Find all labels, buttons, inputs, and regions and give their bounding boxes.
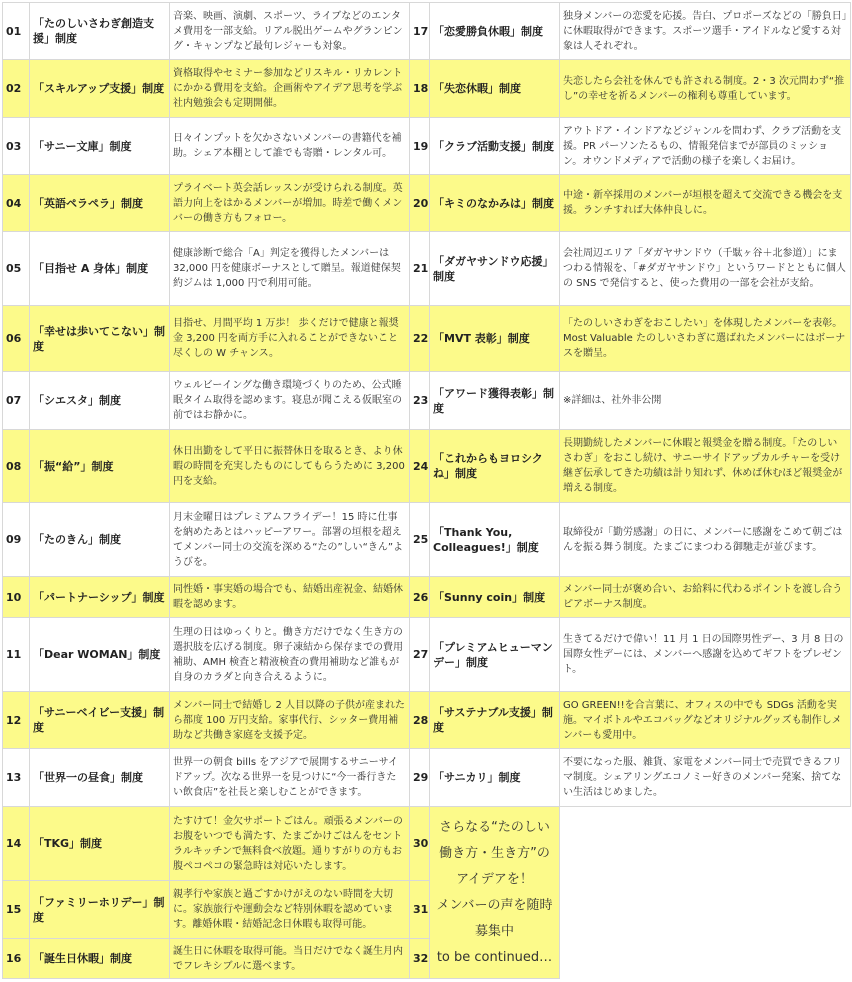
item-number: 27	[410, 618, 430, 692]
item-number: 29	[410, 749, 430, 807]
item-description: 世界一の朝食 bills をアジアで展開するサニーサイドアップ。次なる世界一を見つけに“今一番行きたい飲食店”を社長と楽しむことができます。	[170, 749, 410, 807]
item-description: 誕生日に休暇を取得可能。当日だけでなく誕生月内でフレキシブルに選べます。	[170, 939, 410, 979]
item-number: 03	[3, 118, 30, 175]
item-number: 23	[410, 372, 430, 430]
item-description: 「たのしいさわぎをおこしたい」を体現したメンバーを表彰。 Most Valuable たのしいさわぎに選ばれたメンバーにはボーナスを贈呈。	[560, 306, 851, 372]
item-description: ※詳細は、社外非公開	[560, 372, 851, 430]
continued-panel	[430, 807, 560, 979]
item-name: 「キミのなかみは」制度	[430, 175, 560, 232]
item-name: 「Dear WOMAN」制度	[30, 618, 170, 692]
item-description: 長期勤続したメンバーに休暇と報奨金を贈る制度。「たのしいさわぎ」をおこし続け、サニーサイドアップカルチャーを受け継ぎ伝承してきた功績は計り知れず、休めば休むほど報奨金が増える制度。	[560, 430, 851, 503]
item-description: 親孝行や家族と過ごすかけがえのない時間を大切に。家族旅行や運動会など特別休暇を認めています。離婚休暇・結婚記念日休暇も取得可能。	[170, 881, 410, 939]
item-description: 取締役が「勤労感謝」の日に、メンバーに感謝をこめて朝ごはんを振る舞う制度。たまごにまつわる御馳走が並びます。	[560, 503, 851, 577]
item-description: アウトドア・インドアなどジャンルを問わず、クラブ活動を支援。PR パーソンたるもの、情報発信までが部員のミッション。オウンドメディアで活動の様子を楽しくお届け。	[560, 118, 851, 175]
item-name: 「TKG」制度	[30, 807, 170, 881]
item-description: 不要になった服、雑貨、家電をメンバー同士で売買できるフリマ制度。シェアリングエコノミー好きのメンバー発案、捨てない生活はじめました。	[560, 749, 851, 807]
item-description: 中途・新卒採用のメンバーが垣根を超えて交流できる機会を支援。ランチすれば大体仲良しに。	[560, 175, 851, 232]
item-name: 「ダガヤサンドウ応援」制度	[430, 232, 560, 306]
table-row	[3, 577, 851, 618]
item-name: 「MVT 表彰」制度	[430, 306, 560, 372]
table-row	[3, 881, 851, 939]
item-description: たすけて！金欠サポートごはん。頑張るメンバーのお腹をいつでも満たす、たまごかけごはんをセントラルキッチンで無料食べ放題。通りすがりの方もお腹ペコペコの緊急時は対応いたします。	[170, 807, 410, 881]
item-name: 「失恋休暇」制度	[430, 60, 560, 118]
continued-line-2: メンバーの声を随時募集中	[436, 897, 553, 939]
item-number: 09	[3, 503, 30, 577]
item-name: 「サニーベイビー支援」制度	[30, 692, 170, 749]
item-description: プライベート英会話レッスンが受けられる制度。英語力向上をはかるメンバーが増加。時差で働くメンバーの働き方もフォロー。	[170, 175, 410, 232]
item-name: 「サニカリ」制度	[430, 749, 560, 807]
item-name: 「世界一の昼食」制度	[30, 749, 170, 807]
item-description: 目指せ、月間平均 1 万歩！ 歩くだけで健康と報奨金 3,200 円を両方手に入れることができないこと尽くしの W チャンス。	[170, 306, 410, 372]
item-description: 同性婚・事実婚の場合でも、結婚出産祝金、結婚休暇を認めます。	[170, 577, 410, 618]
item-number: 19	[410, 118, 430, 175]
table-row	[3, 939, 851, 979]
item-number: 31	[410, 881, 430, 939]
item-name: 「パートナーシップ」制度	[30, 577, 170, 618]
item-description: 生きてるだけで偉い！11 月 1 日の国際男性デー、3 月 8 日の国際女性デーには、メンバーへ感謝を込めてギフトをプレゼント。	[560, 618, 851, 692]
item-name: 「振“給”」制度	[30, 430, 170, 503]
item-name: 「サステナブル支援」制度	[430, 692, 560, 749]
item-number: 24	[410, 430, 430, 503]
table-row	[3, 807, 851, 881]
item-number: 25	[410, 503, 430, 577]
item-number: 08	[3, 430, 30, 503]
table-row	[3, 175, 851, 232]
item-number: 22	[410, 306, 430, 372]
item-description: 日々インプットを欠かさないメンバーの書籍代を補助。シェア本棚として誰でも寄贈・レンタル可。	[170, 118, 410, 175]
table-row	[3, 118, 851, 175]
continued-line-1: さらなる“たのしい働き方・生き方”のアイデアを！	[439, 819, 550, 887]
item-description: 生理の日はゆっくりと。働き方だけでなく生き方の選択肢を広げる制度。卵子凍結から保存までの費用補助、AMH 検査と精液検査の費用補助など誰もが自身のカラダと向き合えるように。	[170, 618, 410, 692]
item-name: 「これからもヨロシクね」制度	[430, 430, 560, 503]
item-name: 「ファミリーホリデー」制度	[30, 881, 170, 939]
item-number: 18	[410, 60, 430, 118]
item-number: 10	[3, 577, 30, 618]
item-name: 「幸せは歩いてこない」制度	[30, 306, 170, 372]
item-name: 「たのしいさわぎ創造支援」制度	[30, 3, 170, 60]
item-description: メンバー同士が褒め合い、お給料に代わるポイントを渡し合うピアボーナス制度。	[560, 577, 851, 618]
item-number: 05	[3, 232, 30, 306]
item-number: 13	[3, 749, 30, 807]
item-name: 「英語ペラペラ」制度	[30, 175, 170, 232]
item-description: GO GREEN!!を合言葉に、オフィスの中でも SDGs 活動を実施。マイボトルやエコバッグなどオリジナルグッズも制作しメンバーも愛用中。	[560, 692, 851, 749]
item-description: 音楽、映画、演劇、スポーツ、ライブなどのエンタメ費用を一部支給。リアル脱出ゲームやグランピング・キャンプなど最旬レジャーも対象。	[170, 3, 410, 60]
benefits-table	[2, 2, 851, 979]
item-number: 04	[3, 175, 30, 232]
item-description: 月末金曜日はプレミアムフライデー！15 時に仕事を納めたあとはハッピーアワー。部署の垣根を超えてメンバー同士の交流を深める“たの”しい“きん”ようびを。	[170, 503, 410, 577]
item-name: 「たのきん」制度	[30, 503, 170, 577]
item-description: ウェルビーイングな働き環境づくりのため、公式睡眠タイム取得を認めます。寝息が聞こえる仮眠室の前ではお静かに。	[170, 372, 410, 430]
table-row	[3, 3, 851, 60]
table-row	[3, 430, 851, 503]
item-number: 26	[410, 577, 430, 618]
item-name: 「恋愛勝負休暇」制度	[430, 3, 560, 60]
item-description: 独身メンバーの恋愛を応援。告白、プロポーズなどの「勝負日」に休暇取得ができます。スポーツ選手・アイドルなど愛する対象は人それぞれ。	[560, 3, 851, 60]
item-name: 「プレミアムヒューマンデー」制度	[430, 618, 560, 692]
table-row	[3, 306, 851, 372]
item-description: 失恋したら会社を休んでも許される制度。2・3 次元問わず“推し”の幸せを祈るメンバーの権利も尊重しています。	[560, 60, 851, 118]
table-row	[3, 749, 851, 807]
item-number: 06	[3, 306, 30, 372]
item-name: 「スキルアップ支援」制度	[30, 60, 170, 118]
item-name: 「シエスタ」制度	[30, 372, 170, 430]
item-number: 07	[3, 372, 30, 430]
item-description: 休日出勤をして平日に振替休日を取るとき、より休暇の時間を充実したものにしてもらうために 3,200 円を支給。	[170, 430, 410, 503]
table-row	[3, 372, 851, 430]
item-name: 「目指せ A 身体」制度	[30, 232, 170, 306]
item-number: 02	[3, 60, 30, 118]
item-number: 21	[410, 232, 430, 306]
item-name: 「Thank You, Colleagues!」制度	[430, 503, 560, 577]
item-number: 16	[3, 939, 30, 979]
item-description: 健康診断で総合「A」判定を獲得したメンバーは 32,000 円を健康ボーナスとして贈呈。報道健保契約ジムは 1,000 円で利用可能。	[170, 232, 410, 306]
item-description: 資格取得やセミナー参加などリスキル・リカレントにかかる費用を支給。企画術やアイデア思考を学ぶ社内勉強会も定期開催。	[170, 60, 410, 118]
table-row	[3, 503, 851, 577]
item-description: メンバー同士で結婚し 2 人目以降の子供が産まれたら都度 100 万円支給。家事代行、シッター費用補助など共働き家庭を支援予定。	[170, 692, 410, 749]
item-number: 32	[410, 939, 430, 979]
item-name: 「サニー文庫」制度	[30, 118, 170, 175]
item-number: 20	[410, 175, 430, 232]
table-row	[3, 60, 851, 118]
item-number: 17	[410, 3, 430, 60]
continued-line-3: to be continued…	[436, 949, 553, 965]
item-description: 会社周辺エリア「ダガヤサンドウ（千駄ヶ谷＋北参道）」にまつわる情報を、「#ダガヤサンドウ」というワードとともに個人の SNS で発信すると、使った費用の一部を会社が支給。	[560, 232, 851, 306]
item-name: 「Sunny coin」制度	[430, 577, 560, 618]
item-number: 15	[3, 881, 30, 939]
item-number: 01	[3, 3, 30, 60]
item-number: 14	[3, 807, 30, 881]
item-number: 30	[410, 807, 430, 881]
item-name: 「誕生日休暇」制度	[30, 939, 170, 979]
item-number: 11	[3, 618, 30, 692]
item-number: 28	[410, 692, 430, 749]
table-row	[3, 618, 851, 692]
item-name: 「クラブ活動支援」制度	[430, 118, 560, 175]
table-row	[3, 232, 851, 306]
item-name: 「アワード獲得表彰」制度	[430, 372, 560, 430]
table-row	[3, 692, 851, 749]
item-number: 12	[3, 692, 30, 749]
